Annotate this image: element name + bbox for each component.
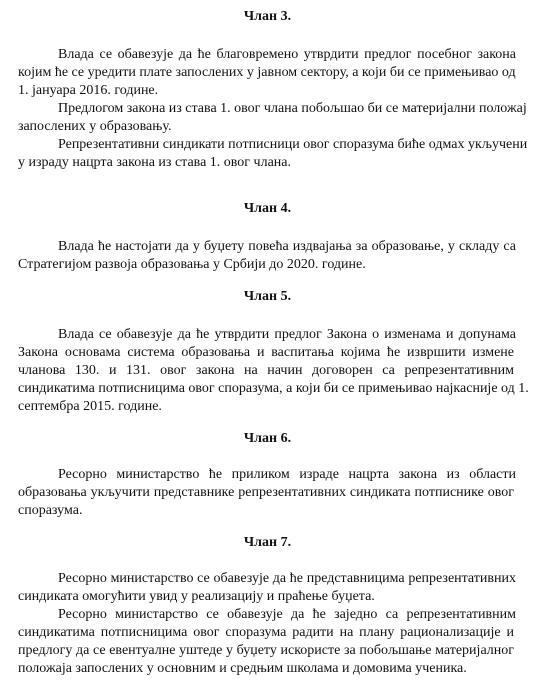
- article-3-line-5: запослених у образовању.: [18, 119, 172, 134]
- article-7-line-5: предлогу да се евентуалне уштеде у буџету искористе за побољшање материјалног: [18, 643, 514, 658]
- article-5-line-4: синдикатима потписницима овог споразума, а који би се примењивао најкасније од 1.: [18, 381, 529, 396]
- article-4-line-2: Стратегијом развоја образовања у Србији до 2020. године.: [18, 257, 366, 272]
- article-6-line-3: споразума.: [18, 503, 83, 518]
- article-4-line-1: Влада ће настојати да у буџету повећа издвајања за образовање, у складу са: [58, 239, 516, 254]
- article-4-heading: Члан 4.: [243, 201, 292, 216]
- article-3-heading: Члан 3.: [243, 9, 292, 24]
- article-7-line-6: положаја запослених у основним и средњим школама и домовима ученика.: [18, 661, 467, 676]
- article-5-line-2: Закона основама система образовања и васпитања којима ће извршити измене: [18, 345, 514, 360]
- article-7-line-2: синдиката омогућити увид у реализацију и праћење буџета.: [18, 589, 375, 604]
- article-6-heading: Члан 6.: [243, 431, 292, 446]
- article-5-heading: Члан 5.: [243, 289, 292, 304]
- article-3-line-4: Предлогом закона из става 1. овог члана побољшао би се материјални положај: [58, 101, 527, 116]
- article-3-line-2: којим ће се уредити плате запослених у јавном сектору, а који би се примењивао од: [18, 65, 516, 80]
- article-7-line-3: Ресорно министарство се обавезује да ће заједно са репрезентативним: [58, 607, 516, 622]
- article-7-line-4: синдикатима потписницима овог споразума радити на плану рационализације и: [18, 625, 514, 640]
- article-7-heading: Члан 7.: [243, 535, 292, 550]
- article-3-line-7: у израду нацрта закона из става 1. овог члана.: [18, 155, 291, 170]
- article-3-line-3: 1. јануара 2016. године.: [18, 83, 159, 98]
- article-6-line-1: Ресорно министарство ће приликом израде нацрта закона из области: [58, 467, 516, 482]
- article-5-line-1: Влада се обавезује да ће утврдити предлог Закона о изменама и допунама: [58, 327, 516, 342]
- article-3-line-1: Влада се обавезује да ће благовремено утврдити предлог посебног закона: [58, 47, 516, 62]
- article-7-line-1: Ресорно министарство се обавезује да ће представницима репрезентативних: [58, 571, 516, 586]
- article-6-line-2: образовања укључити представнике репрезентативних синдиката потписнике овог: [18, 485, 514, 500]
- article-3-line-6: Репрезентативни синдикати потписници овог споразума биће одмах укључени: [58, 137, 528, 152]
- article-5-line-5: септембра 2015. године.: [18, 399, 162, 414]
- article-5-line-3: чланова 130. и 131. овог закона на начин договорен са репрезентативним: [18, 363, 514, 378]
